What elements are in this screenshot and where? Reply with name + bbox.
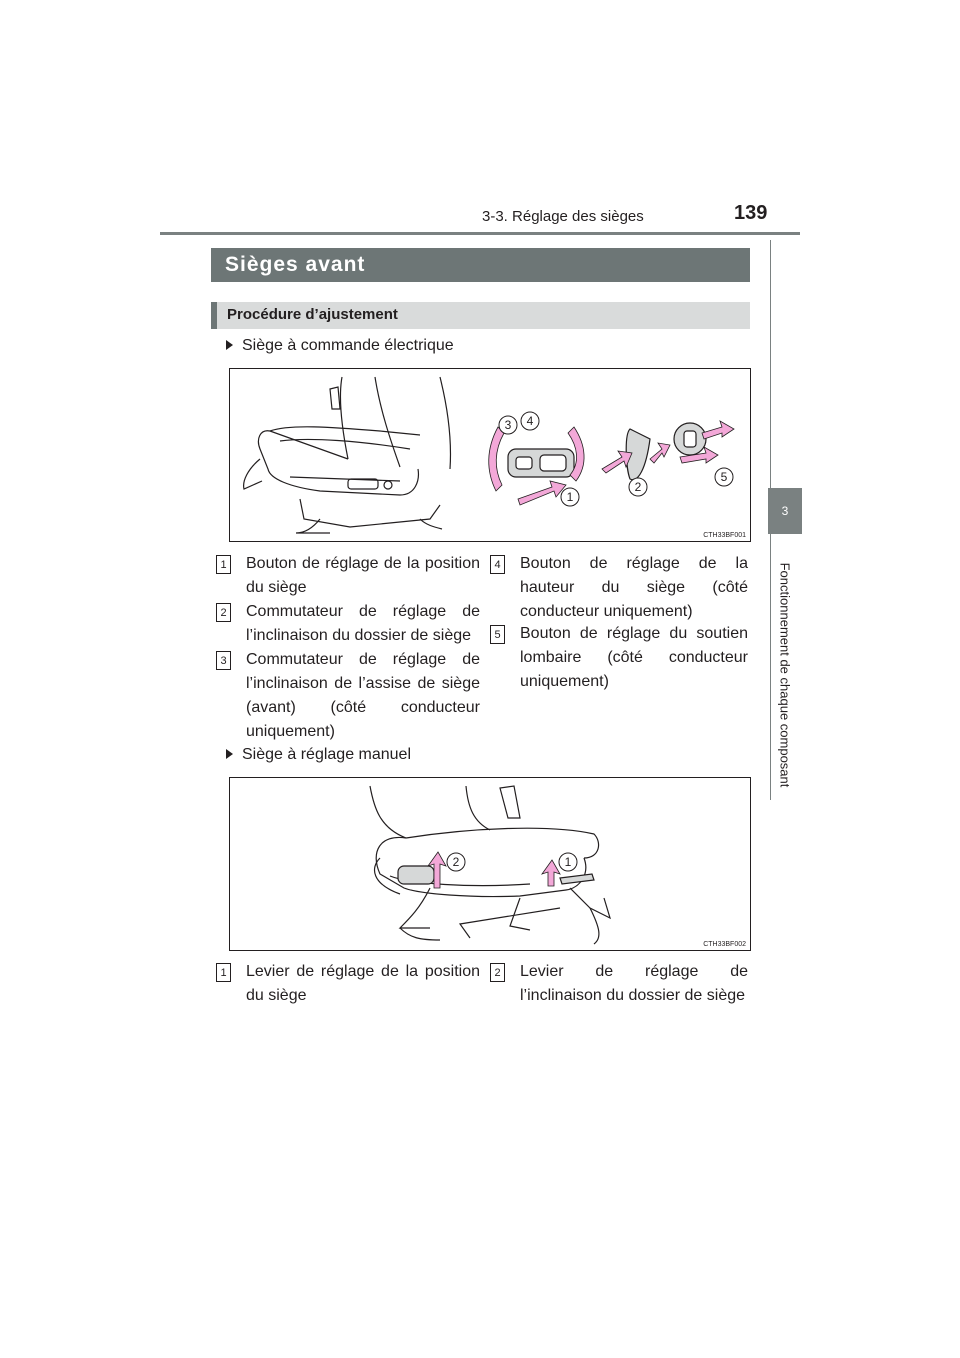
manual-seat-figure	[229, 777, 751, 951]
item-number: 4	[490, 555, 505, 574]
triangle-bullet-icon	[226, 749, 233, 759]
legend-item-1	[216, 552, 480, 600]
manual-seat-heading-text: Siège à réglage manuel	[242, 746, 412, 763]
manual-seat-callouts	[447, 853, 577, 871]
manual-seat-heading	[226, 746, 411, 764]
manual-seat-illustration	[230, 778, 750, 950]
seat-drawing	[244, 377, 451, 533]
power-seat-heading	[226, 337, 454, 355]
power-seat-illustration	[230, 369, 750, 541]
item-text: Levier de réglage de l’inclinaison du dossier de siège	[520, 963, 748, 1004]
legend-item-5	[490, 622, 748, 694]
item-number: 1	[216, 555, 231, 574]
callout-1: 1	[566, 490, 574, 504]
manual-legend-item-2	[490, 960, 748, 1008]
legend-item-3	[216, 648, 480, 744]
callout-3: 3	[504, 418, 512, 432]
item-text: Commutateur de réglage de l’inclinaison du dossier de siège	[246, 603, 480, 644]
section-title: 3-3. Réglage des sièges	[482, 208, 644, 225]
item-text: Bouton de réglage de la position du siège	[246, 555, 480, 596]
power-seat-heading-text: Siège à commande électrique	[242, 337, 454, 354]
item-number: 3	[216, 651, 231, 670]
callout-2: 2	[634, 480, 642, 494]
power-seat-figure	[229, 368, 751, 542]
item-number: 5	[490, 625, 505, 644]
legend-item-4	[490, 552, 748, 624]
item-text: Commutateur de réglage de l’inclinaison de l’assise de siège (avant) (côté conducteur uniquement)	[246, 651, 480, 740]
item-text: Bouton de réglage du soutien lombaire (côté conducteur uniquement)	[520, 625, 748, 690]
item-text: Bouton de réglage de la hauteur du siège (côté conducteur uniquement)	[520, 555, 748, 620]
chapter-label: Fonctionnement de chaque composant	[777, 562, 793, 788]
page-number: 139	[734, 202, 768, 224]
sub-heading: Procédure d’ajustement	[227, 306, 398, 323]
item-text: Levier de réglage de la position du siège	[246, 963, 480, 1004]
subtitle-bar	[211, 302, 750, 329]
item-number: 1	[216, 963, 231, 982]
figure-code: CTH33BF002	[703, 941, 746, 948]
chapter-label-container	[768, 540, 802, 810]
page-heading: Sièges avant	[225, 253, 366, 276]
chapter-tab[interactable]: 3	[768, 488, 802, 534]
item-number: 2	[216, 603, 231, 622]
callout-4: 4	[526, 414, 534, 428]
header-rule	[160, 232, 800, 235]
callout-5: 5	[720, 470, 728, 484]
triangle-bullet-icon	[226, 340, 233, 350]
title-bar	[211, 248, 750, 282]
figure-code: CTH33BF001	[703, 532, 746, 539]
callout-2: 2	[452, 855, 460, 869]
legend-item-2	[216, 600, 480, 648]
callout-1: 1	[564, 855, 572, 869]
item-number: 2	[490, 963, 505, 982]
manual-legend-item-1	[216, 960, 480, 1008]
